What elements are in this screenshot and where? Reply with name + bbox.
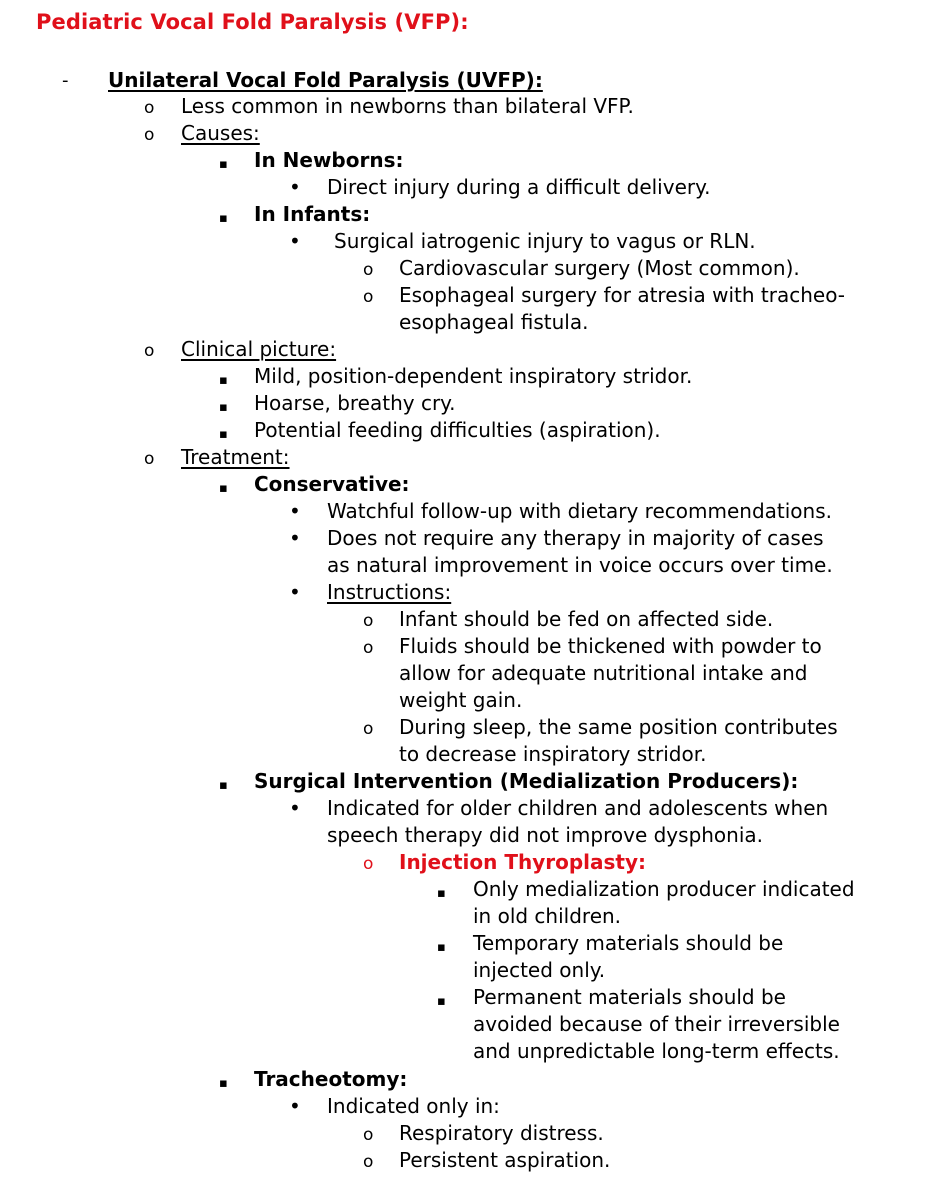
circle-marker: o bbox=[363, 638, 374, 658]
square-marker: ▪ bbox=[219, 400, 228, 415]
conservative-item-2-cont: as natural improvement in voice occurs over time. bbox=[327, 553, 833, 577]
square-marker: ▪ bbox=[219, 427, 228, 442]
instructions-label: Instructions: bbox=[327, 580, 452, 604]
square-marker: ▪ bbox=[219, 1076, 228, 1091]
square-marker: ▪ bbox=[219, 157, 228, 172]
bullet-marker: • bbox=[289, 580, 301, 604]
causes-label: Causes: bbox=[181, 121, 260, 145]
infants-item: Surgical iatrogenic injury to vagus or RLN. bbox=[334, 229, 756, 253]
infants-label: In Infants: bbox=[254, 202, 371, 226]
instruction-3: During sleep, the same position contributes bbox=[399, 715, 838, 739]
circle-marker: o bbox=[363, 260, 374, 280]
injection-point-2-cont: injected only. bbox=[473, 958, 606, 982]
circle-marker: o bbox=[363, 719, 374, 739]
square-marker: ▪ bbox=[219, 778, 228, 793]
circle-marker: o bbox=[144, 98, 155, 118]
page-title: Pediatric Vocal Fold Paralysis (VFP): bbox=[36, 10, 469, 34]
intro-text: Less common in newborns than bilateral VFP. bbox=[181, 94, 634, 118]
clinical-label: Clinical picture: bbox=[181, 337, 337, 361]
conservative-label: Conservative: bbox=[254, 472, 410, 496]
tracheotomy-item: Indicated only in: bbox=[327, 1094, 500, 1118]
square-marker: ▪ bbox=[219, 211, 228, 226]
instruction-2: Fluids should be thickened with powder to bbox=[399, 634, 822, 658]
uvfp-heading: Unilateral Vocal Fold Paralysis (UVFP): bbox=[108, 68, 543, 92]
bullet-marker: • bbox=[289, 1094, 301, 1118]
square-marker: ▪ bbox=[219, 481, 228, 496]
circle-marker: o bbox=[363, 287, 374, 307]
circle-marker: o bbox=[144, 449, 155, 469]
instruction-2-cont: weight gain. bbox=[399, 688, 523, 712]
square-marker: ▪ bbox=[437, 994, 446, 1009]
square-marker: ▪ bbox=[437, 886, 446, 901]
conservative-item-2: Does not require any therapy in majority of cases bbox=[327, 526, 824, 550]
surgical-label: Surgical Intervention (Medialization Producers): bbox=[254, 769, 799, 793]
square-marker: ▪ bbox=[219, 373, 228, 388]
bullet-marker: • bbox=[289, 526, 301, 550]
injection-point-3-cont: and unpredictable long-term effects. bbox=[473, 1039, 840, 1063]
circle-marker: o bbox=[363, 1152, 374, 1172]
clinical-item: Potential feeding difficulties (aspiration). bbox=[254, 418, 661, 442]
circle-marker: o bbox=[144, 341, 155, 361]
injection-point-1-cont: in old children. bbox=[473, 904, 622, 928]
circle-marker: o bbox=[363, 1125, 374, 1145]
newborns-item: Direct injury during a difficult delivery. bbox=[327, 175, 711, 199]
conservative-item-1: Watchful follow-up with dietary recommendations. bbox=[327, 499, 832, 523]
injection-point-1: Only medialization producer indicated bbox=[473, 877, 855, 901]
bullet-marker: • bbox=[289, 175, 301, 199]
instruction-3-cont: to decrease inspiratory stridor. bbox=[399, 742, 707, 766]
tracheotomy-label: Tracheotomy: bbox=[254, 1067, 408, 1091]
dash-marker: - bbox=[62, 70, 69, 91]
bullet-marker: • bbox=[289, 229, 301, 253]
newborns-label: In Newborns: bbox=[254, 148, 404, 172]
infants-sub-2-cont: esophageal fistula. bbox=[399, 310, 589, 334]
infants-sub-1: Cardiovascular surgery (Most common). bbox=[399, 256, 800, 280]
treatment-label: Treatment: bbox=[181, 445, 290, 469]
injection-thyroplasty-label: Injection Thyroplasty: bbox=[399, 850, 647, 874]
injection-point-3: Permanent materials should be bbox=[473, 985, 786, 1009]
circle-marker: o bbox=[144, 125, 155, 145]
injection-point-3-cont: avoided because of their irreversible bbox=[473, 1012, 840, 1036]
clinical-item: Hoarse, breathy cry. bbox=[254, 391, 456, 415]
square-marker: ▪ bbox=[437, 940, 446, 955]
instruction-1: Infant should be fed on affected side. bbox=[399, 607, 774, 631]
bullet-marker: • bbox=[289, 499, 301, 523]
clinical-item: Mild, position-dependent inspiratory stridor. bbox=[254, 364, 693, 388]
surgical-item: Indicated for older children and adolescents when bbox=[327, 796, 829, 820]
circle-marker: o bbox=[363, 611, 374, 631]
bullet-marker: • bbox=[289, 796, 301, 820]
tracheotomy-sub-2: Persistent aspiration. bbox=[399, 1148, 611, 1172]
infants-sub-2: Esophageal surgery for atresia with tracheo- bbox=[399, 283, 846, 307]
surgical-item-cont: speech therapy did not improve dysphonia. bbox=[327, 823, 764, 847]
tracheotomy-sub-1: Respiratory distress. bbox=[399, 1121, 604, 1145]
circle-marker: o bbox=[363, 854, 374, 874]
injection-point-2: Temporary materials should be bbox=[473, 931, 784, 955]
instruction-2-cont: allow for adequate nutritional intake and bbox=[399, 661, 808, 685]
